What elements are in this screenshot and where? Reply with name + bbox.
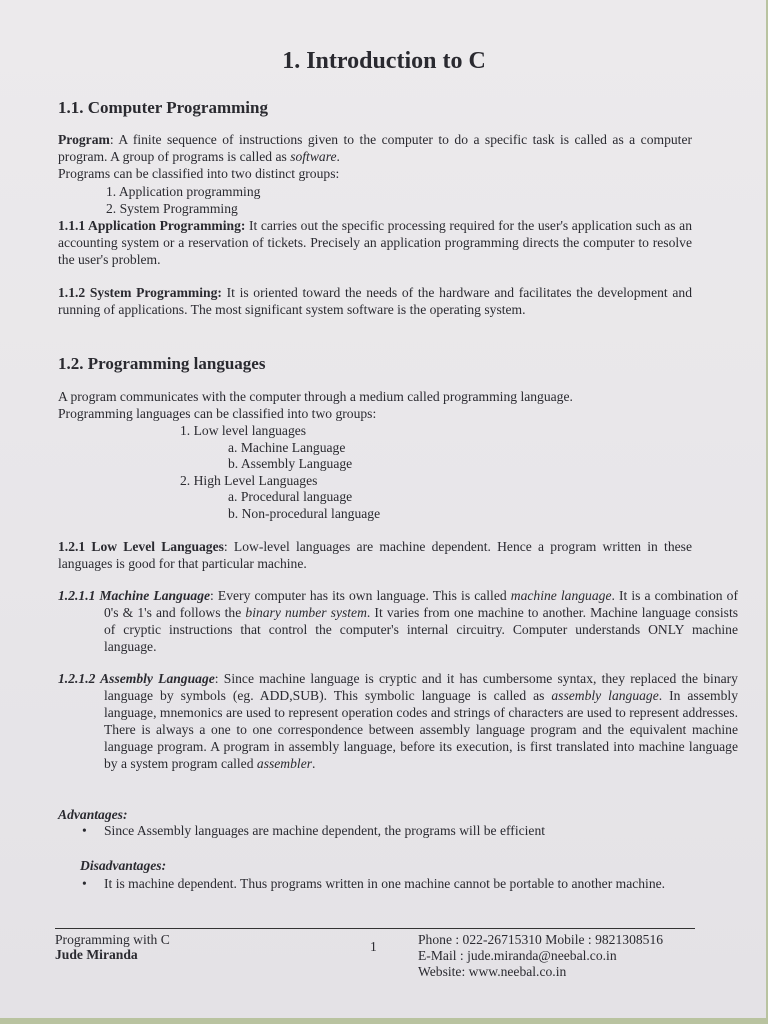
ml-text-3: . It varies from one machine to another. Machine language consists of cryptic instructions that control the computer's internal circuitry. Computer understands ONLY machine language. bbox=[104, 605, 739, 654]
machine-language-para bbox=[58, 587, 738, 655]
program-definition bbox=[58, 131, 692, 165]
list-item: 1. Application programming bbox=[106, 184, 261, 199]
footer-website: Website: www.neebal.co.in bbox=[418, 964, 567, 979]
application-programming-para bbox=[58, 217, 692, 268]
ml-text-1: : Every computer has its own language. This is called bbox=[210, 588, 511, 603]
al-text-3: . bbox=[312, 756, 316, 771]
bullet-icon: • bbox=[82, 823, 87, 838]
section-heading-1-2: 1.2. Programming languages bbox=[58, 354, 266, 373]
al-text-2: . In assembly language, mnemonics are used to represent operation codes and strings of characters are used to represent addresses. There is always a one to one correspondence between assembly language program and the equivalent machine language program. A program in assembly language, before its execution, is first translated into machine language by a system program called bbox=[104, 688, 738, 771]
app-label: 1.1.1 Application Programming: bbox=[58, 218, 246, 233]
intro-line-1: A program communicates with the computer through a medium called programming language. bbox=[58, 389, 573, 404]
low-label: 1.2.1 Low Level Languages bbox=[58, 539, 224, 554]
al-label: 1.2.1.2 Assembly Language bbox=[58, 671, 215, 686]
program-text-1: : A finite sequence of instructions given to the computer to do a specific task is called as a computer program. A group of programs is called as bbox=[58, 132, 692, 164]
ml-label: 1.2.1.1 Machine Language bbox=[58, 588, 211, 603]
page-number: 1 bbox=[370, 939, 377, 954]
ml-italic-2: binary number system bbox=[245, 605, 367, 620]
intro-line-2: Programming languages can be classified into two groups: bbox=[58, 406, 377, 421]
list-item: 2. High Level Languages bbox=[180, 473, 318, 488]
assembly-language-para bbox=[58, 670, 738, 772]
section-heading-1-1: 1.1. Computer Programming bbox=[58, 98, 268, 117]
list-item: b. Non-procedural language bbox=[228, 506, 381, 521]
program-label: Program bbox=[58, 132, 110, 147]
list-item: a. Procedural language bbox=[228, 489, 353, 504]
program-text-2: . bbox=[336, 149, 340, 164]
app-text: It carries out the specific processing required for the user's application such as an accounting system or a reservation of tickets. Precisely an application programming directs the computer to resolve the user's problem. bbox=[58, 218, 692, 267]
footer-course: Programming with C bbox=[55, 932, 170, 947]
list-item: 2. System Programming bbox=[106, 201, 238, 216]
footer-phone: Phone : 022-26715310 Mobile : 9821308516 bbox=[418, 932, 664, 947]
ml-italic-1: machine language bbox=[510, 588, 612, 603]
al-text-1: : Since machine language is cryptic and it has cumbersome syntax, they replaced the binary language by symbols (eg. ADD,SUB). This symbolic language is called as bbox=[104, 671, 738, 703]
advantages-label: Advantages: bbox=[58, 807, 128, 822]
list-item: b. Assembly Language bbox=[228, 456, 353, 471]
al-italic-2: assembler bbox=[256, 756, 313, 771]
al-italic-1: assembly language bbox=[551, 688, 659, 703]
sys-text: It is oriented toward the needs of the hardware and facilitates the development and running of applications. The most significant system software is the operating system. bbox=[58, 285, 693, 317]
page-title: 1. Introduction to C bbox=[282, 48, 486, 74]
system-programming-para bbox=[58, 284, 692, 318]
footer-divider bbox=[55, 928, 695, 929]
footer-author: Jude Miranda bbox=[55, 947, 138, 962]
disadvantages-label: Disadvantages: bbox=[80, 858, 167, 873]
advantage-item: Since Assembly languages are machine dependent, the programs will be efficient bbox=[104, 823, 546, 838]
ml-text-2: . It is a combination of 0's & 1's and follows the bbox=[104, 588, 738, 620]
list-item: 1. Low level languages bbox=[180, 423, 307, 438]
classified-line: Programs can be classified into two distinct groups: bbox=[58, 166, 340, 181]
program-software: software bbox=[290, 149, 337, 164]
footer-email: E-Mail : jude.miranda@neebal.co.in bbox=[418, 948, 617, 963]
low-text: : Low-level languages are machine dependent. Hence a program written in these languages is good for that particular machine. bbox=[58, 539, 692, 571]
low-level-para bbox=[58, 538, 692, 572]
disadvantage-item: It is machine dependent. Thus programs written in one machine cannot be portable to another machine. bbox=[104, 876, 666, 891]
bullet-icon: • bbox=[82, 876, 87, 891]
sys-label: 1.1.2 System Programming: bbox=[58, 285, 222, 300]
list-item: a. Machine Language bbox=[228, 440, 346, 455]
